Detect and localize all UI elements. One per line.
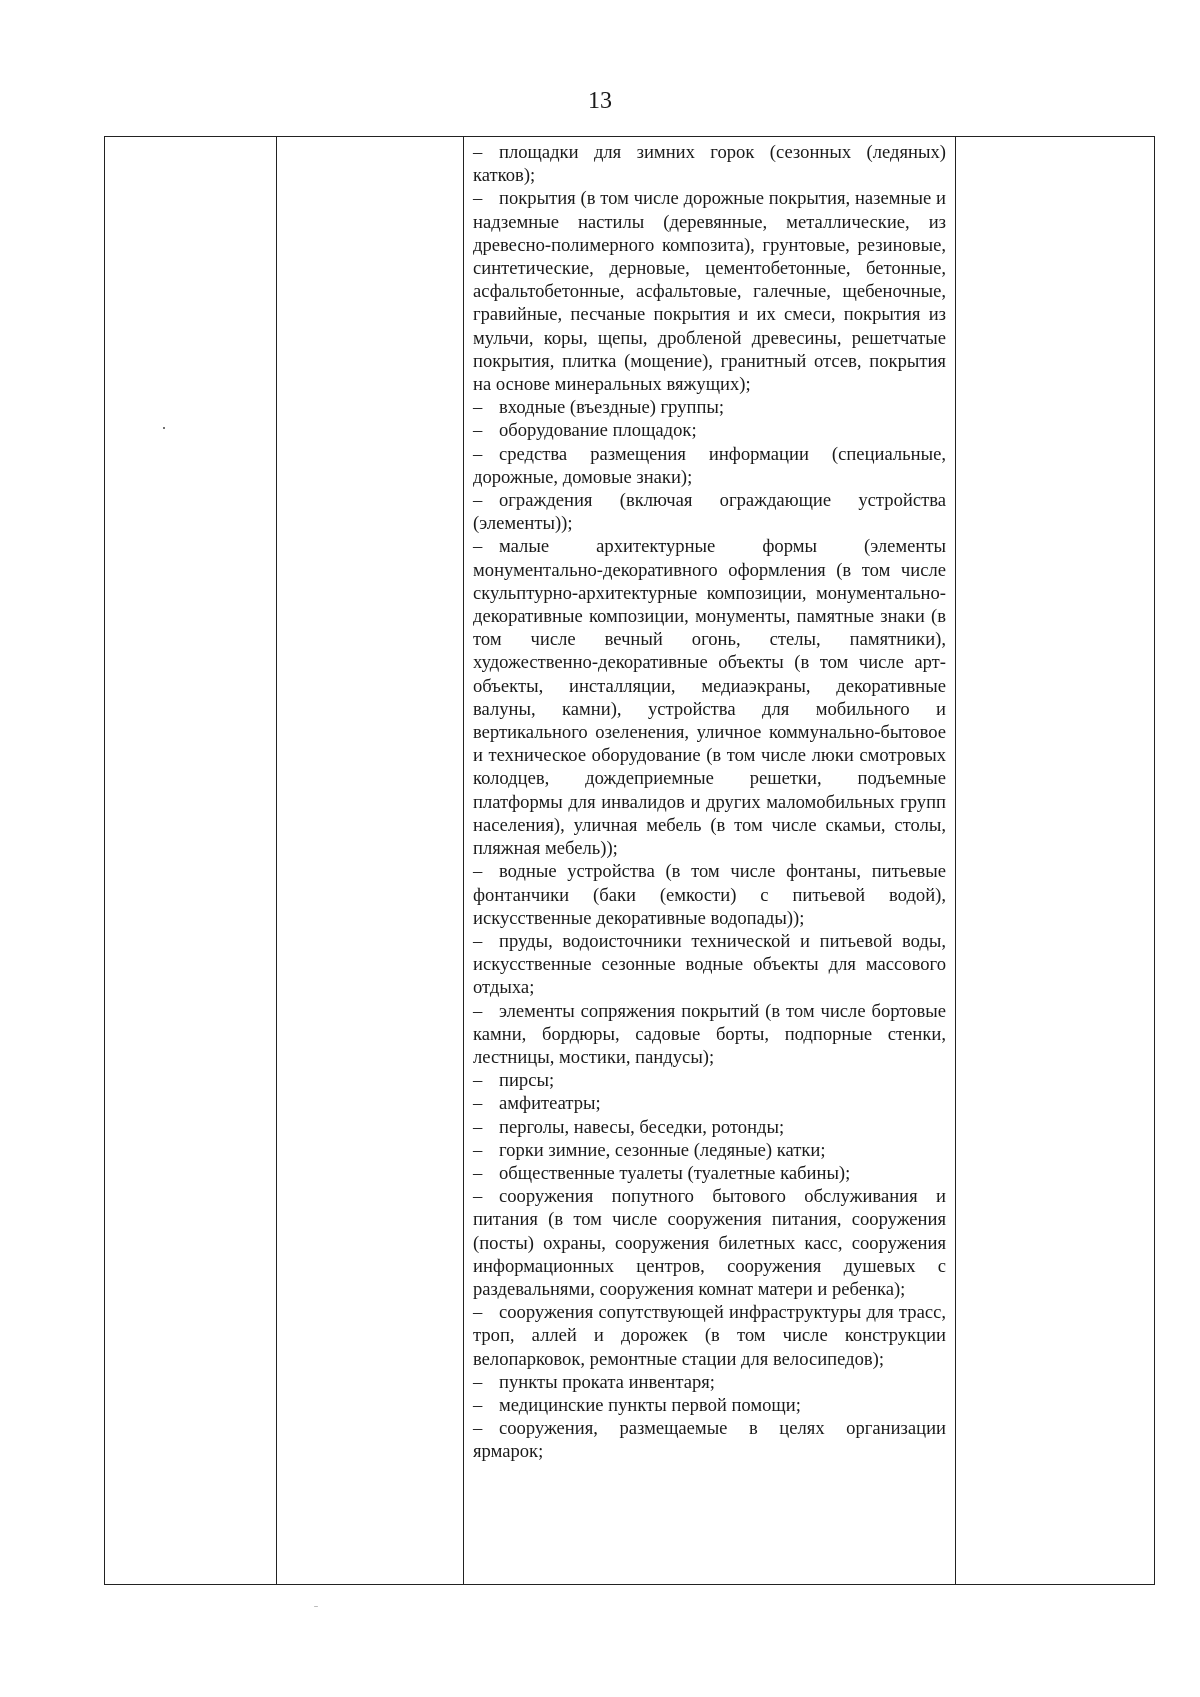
list-dash: – — [473, 1093, 483, 1115]
list-item-text: пруды, водоисточники технической и питьевой воды, искусственные сезонные водные объекты для массового отдыха; — [473, 930, 946, 999]
list-item — [473, 419, 946, 442]
list-item-text: сооружения, размещаемые в целях организации ярмарок; — [473, 1418, 946, 1463]
list-dash: – — [473, 420, 483, 442]
list-item-text: покрытия (в том числе дорожные покрытия, наземные и надземные настилы (деревянные, металлические, из древесно-полимерного композита), грунтовые, резиновые, синтетические, дерновые, цементобетонные, бетонные, асфальтобетонные, асфальтовые, галечные, щебеночные, гравийные, песчаные покрытия и их смеси, покрытия из мульчи, коры, щепы, дробленой древесины, решетчатые покрытия, плитка (мощение), гранитный отсев, покрытия на основе минеральных вяжущих); — [473, 188, 946, 396]
list-item — [473, 1417, 946, 1463]
list-dash: – — [473, 1418, 483, 1440]
list-item-text: ограждения (включая ограждающие устройства (элементы)); — [473, 490, 946, 535]
list-dash: – — [473, 1186, 483, 1208]
list-item — [473, 930, 946, 1000]
list-dash: – — [473, 536, 483, 558]
list-item-text: сооружения попутного бытового обслуживания и питания (в том числе сооружения питания, сооружения (посты) охраны, сооружения билетных касс, сооружения информационных центров, сооружения душевых с раздевальнями, сооружения комнат матери и ребенка); — [473, 1186, 946, 1300]
list-item — [473, 443, 946, 489]
list-dash: – — [473, 397, 483, 419]
list-item-text: водные устройства (в том числе фонтаны, питьевые фонтанчики (баки (емкости) с питьевой водой), искусственные декоративные водопады)); — [473, 861, 946, 929]
list-dash: – — [473, 1371, 483, 1393]
list-item-text: оборудование площадок; — [499, 420, 697, 442]
list-item-text: пирсы; — [499, 1070, 555, 1092]
list-dash: – — [473, 1394, 483, 1416]
list-item-text: перголы, навесы, беседки, ротонды; — [499, 1116, 785, 1138]
list-item — [473, 396, 946, 419]
list-item — [473, 1116, 946, 1139]
list-item — [473, 1069, 946, 1092]
list-item-text: элементы сопряжения покрытий (в том числе бортовые камни, бордюры, садовые борты, подпорные стенки, лестницы, мостики, пандусы); — [473, 1000, 946, 1068]
list-item-text: общественные туалеты (туалетные кабины); — [499, 1162, 851, 1184]
list-dash: – — [473, 490, 483, 512]
list-dash: – — [473, 1070, 483, 1092]
list-dash: – — [473, 443, 483, 465]
list-item — [473, 187, 946, 396]
list-item-text: площадки для зимних горок (сезонных (ледяных) катков); — [473, 142, 946, 187]
list-item-text: входные (въездные) группы; — [499, 397, 725, 419]
list-item — [473, 1301, 946, 1371]
list-dash: – — [473, 1302, 483, 1324]
list-item — [473, 1139, 946, 1162]
list-item — [473, 1371, 946, 1394]
column-divider — [463, 137, 464, 1584]
list-dash: – — [473, 1000, 483, 1022]
list-item-text: средства размещения информации (специальные, дорожные, домовые знаки); — [473, 443, 946, 488]
column-divider — [276, 137, 277, 1584]
list-item-text: малые архитектурные формы (элементы монументально-декоративного оформления (в том числе скульптурно-архитектурные композиции, монументально-декоративные композиции, монументы, памятные знаки (в том числе вечный огонь, стелы, памятники), художественно-декоративные объекты (в том числе арт-объекты, инсталляции, медиаэкраны, декоративные валуны, камни), устройства для мобильного и вертикального озеленения, уличное коммунально-бытовое и техническое оборудование (в том числе люки смотровых колодцев, дождеприемные решетки, подъемные платформы для инвалидов и других маломобильных групп населения), уличная мебель (в том числе скамьи, столы, пляжная мебель)); — [473, 536, 946, 860]
list-item — [473, 535, 946, 860]
list-item-text: пункты проката инвентаря; — [499, 1371, 715, 1393]
list-item — [473, 1162, 946, 1185]
list-item-text: сооружения сопутствующей инфраструктуры для трасс, троп, аллей и дорожек (в том числе конструкции велопарковок, ремонтные стации для велосипедов); — [473, 1302, 946, 1370]
list-item — [473, 1092, 946, 1115]
list-dash: – — [473, 861, 483, 883]
list-dash: – — [473, 1116, 483, 1138]
column-divider — [955, 137, 956, 1584]
list-dash: – — [473, 1162, 483, 1184]
list-dash: – — [473, 1139, 483, 1161]
page-number: 13 — [588, 88, 612, 114]
list-item-text: горки зимние, сезонные (ледяные) катки; — [499, 1139, 826, 1161]
document-table — [104, 136, 1155, 1585]
list-item — [473, 860, 946, 930]
list-item — [473, 1394, 946, 1417]
list-dash: – — [473, 188, 483, 210]
list-item-text: медицинские пункты первой помощи; — [499, 1394, 801, 1416]
list-item — [473, 1185, 946, 1301]
scan-speck — [314, 1606, 318, 1607]
list-item — [473, 1000, 946, 1070]
list-item — [473, 489, 946, 535]
list-dash: – — [473, 142, 483, 163]
list-dash: – — [473, 930, 483, 952]
elements-list-cell — [473, 141, 946, 1464]
list-item — [473, 141, 946, 187]
list-item-text: амфитеатры; — [499, 1093, 601, 1115]
